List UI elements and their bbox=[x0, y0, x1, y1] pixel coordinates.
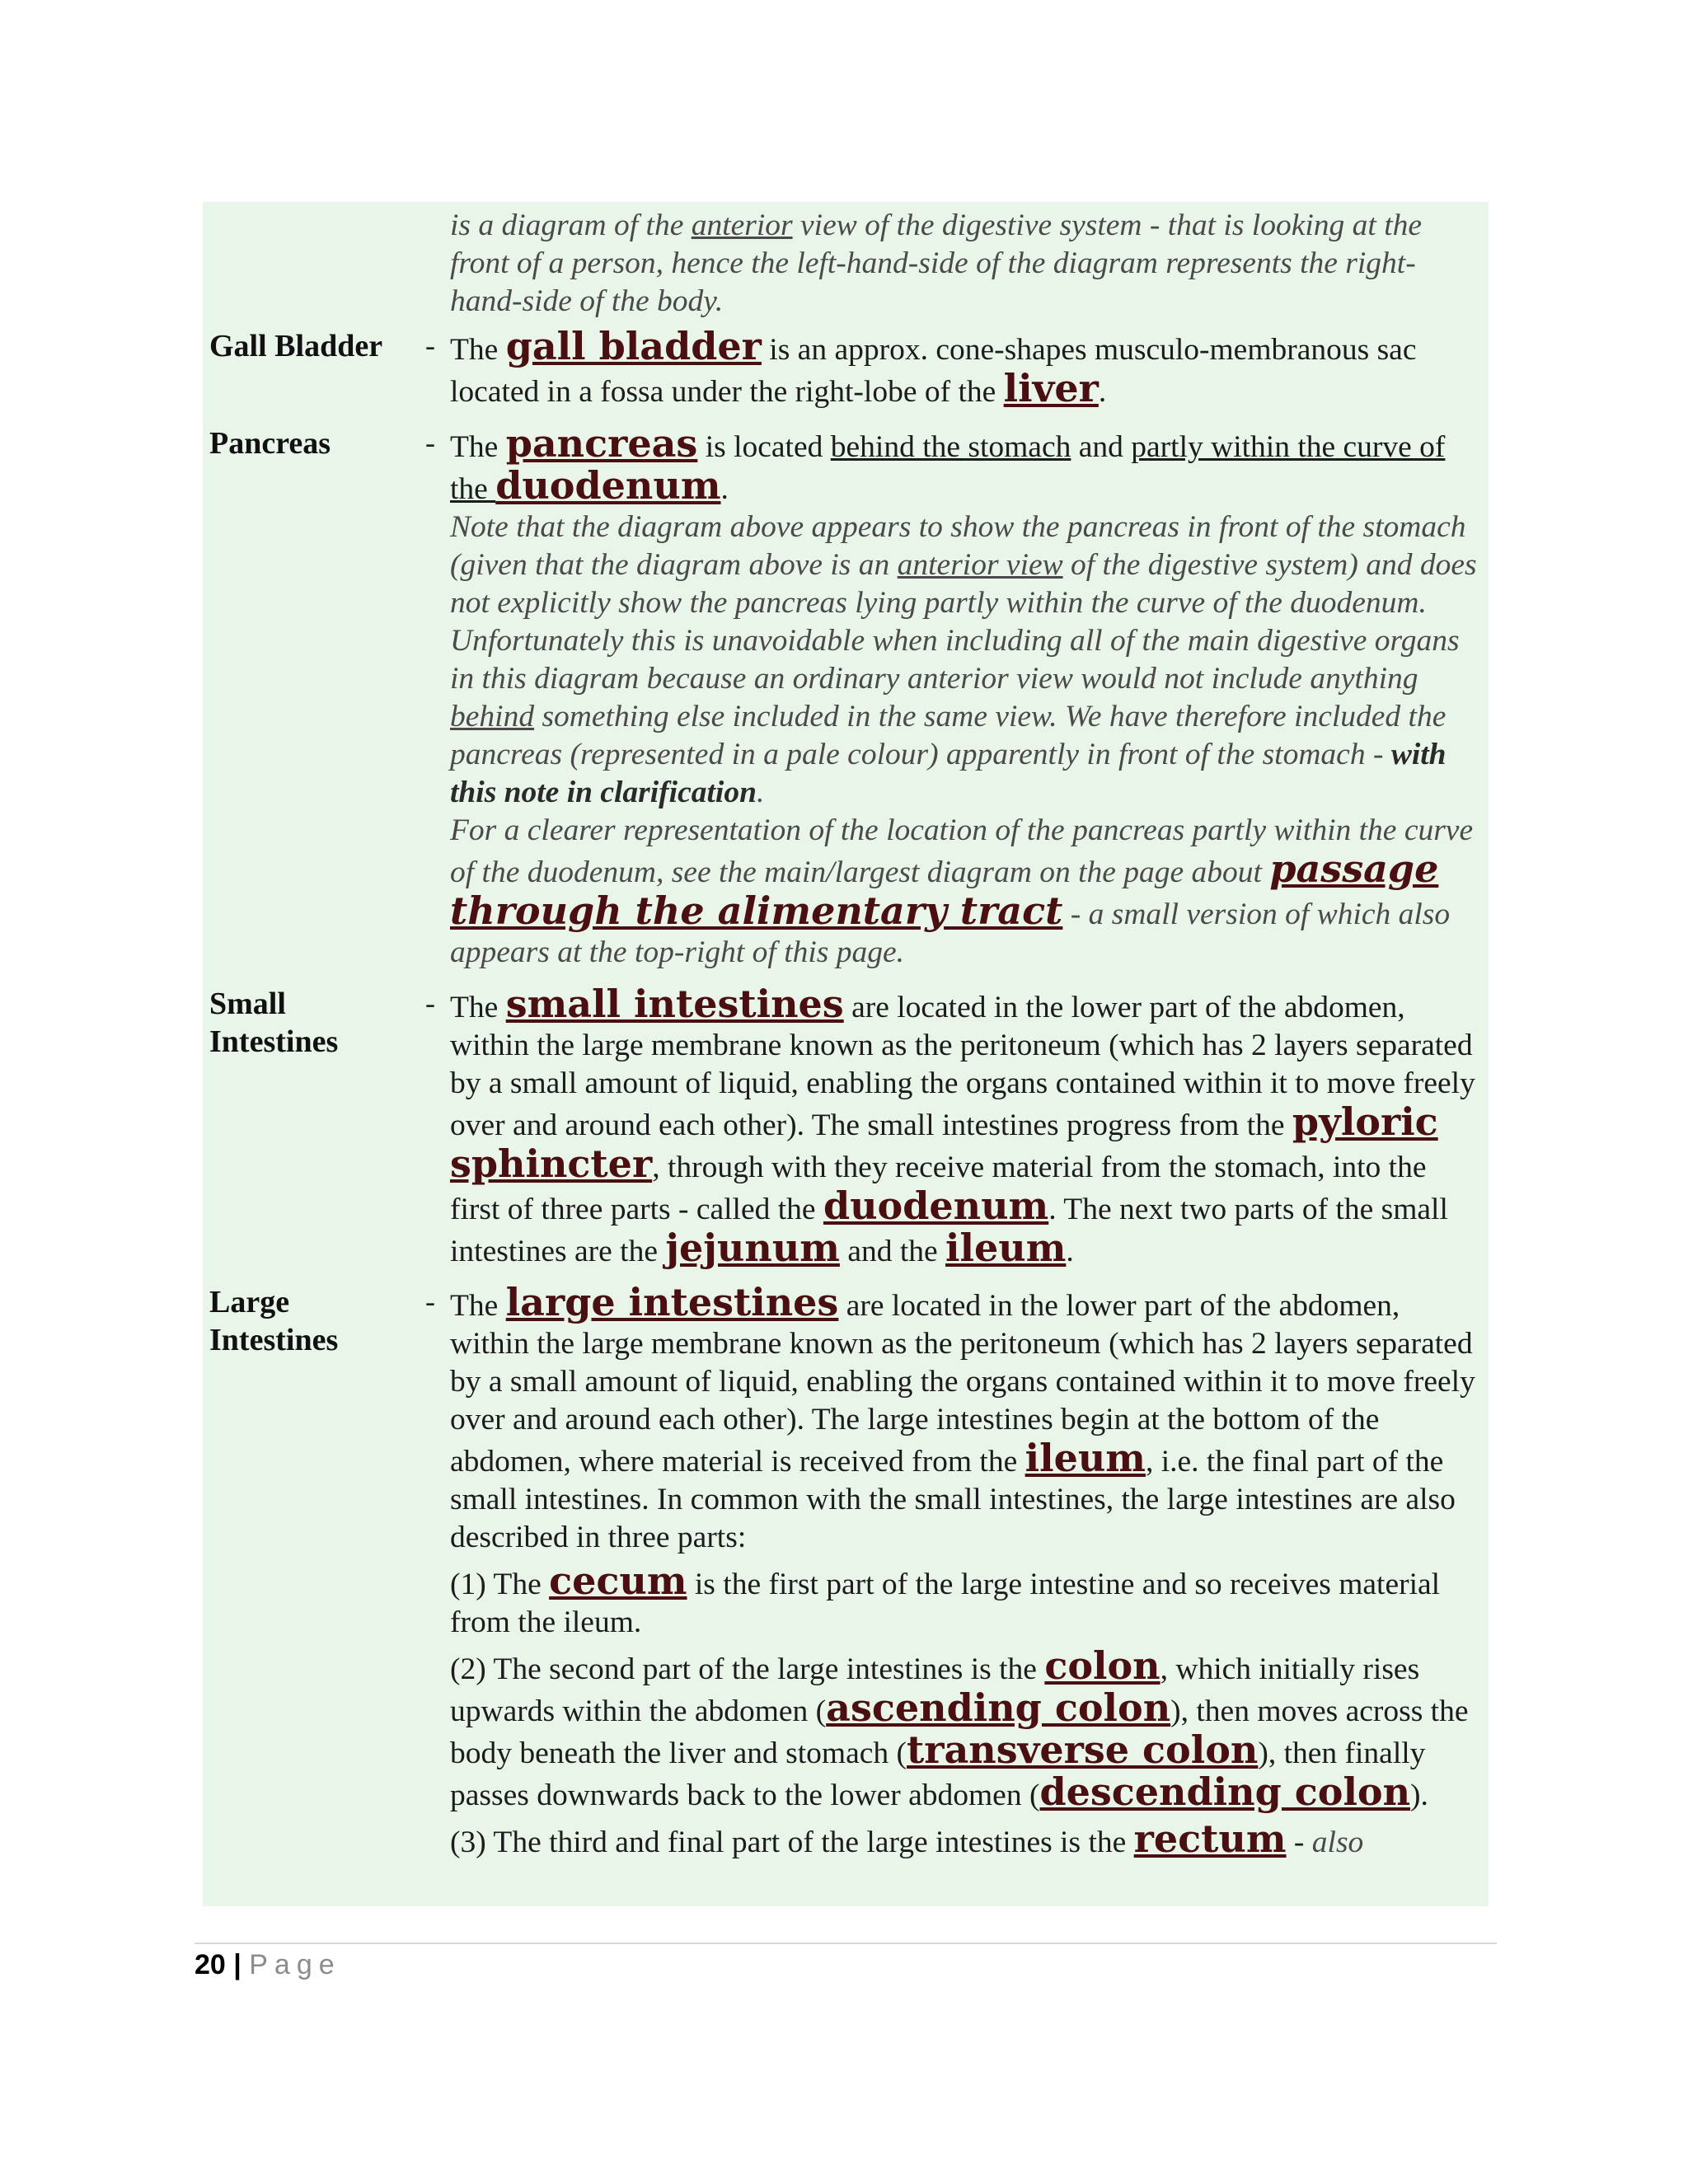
underlined-behind-the-stomach: behind the stomach bbox=[830, 430, 1071, 464]
pancreas-note bbox=[450, 509, 1480, 812]
dash: - bbox=[425, 426, 435, 459]
text: (2) The second part of the large intestines is the bbox=[450, 1652, 1045, 1686]
link-ascending-colon[interactable]: ascending colon bbox=[826, 1685, 1171, 1730]
link-colon[interactable]: colon bbox=[1044, 1643, 1160, 1688]
note-text: . bbox=[756, 776, 765, 809]
text: and the bbox=[839, 1235, 946, 1268]
dash: - bbox=[425, 329, 435, 362]
text: . bbox=[1098, 375, 1107, 409]
page-footer bbox=[195, 1947, 341, 1983]
text: is the first part of the large intestine and so receives material from the ileum. bbox=[450, 1568, 1441, 1639]
link-pyloric-sphincter[interactable]: pyloric sphincter bbox=[450, 1099, 1438, 1186]
part-1-cecum bbox=[450, 1558, 1480, 1642]
intro-text-2: view of the digestive system - that is looking at the front of a person, hence the left-hand-side of the diagram represents the right-hand-side of the body. bbox=[450, 209, 1423, 318]
term-small-intestines: Small Intestines bbox=[209, 987, 339, 1059]
link-passage-through-alimentary-tract[interactable]: passage through the alimentary tract bbox=[450, 846, 1439, 933]
small-intestines-desc bbox=[450, 982, 1480, 1271]
link-cecum[interactable]: cecum bbox=[549, 1558, 687, 1603]
note-text: something else included in the same view. We have therefore included the pancreas (represented in a pale colour) apparently in front of the stomach - bbox=[450, 700, 1447, 771]
footer-separator: | bbox=[233, 1949, 241, 1980]
page-label: Page bbox=[249, 1949, 341, 1980]
link-descending-colon[interactable]: descending colon bbox=[1039, 1769, 1411, 1814]
note-text: of the digestive system) and does not explicitly show the pancreas lying partly within the curve of the duodenum. Unfortunately this is unavoidable when including all of the main digestive organs in this diagram because an ordinary anterior view would not include anything bbox=[450, 548, 1477, 696]
text: , i.e. the final part of the small intestines. In common with the small intestines, the large intestines are also described in three parts: bbox=[450, 1445, 1456, 1554]
intro-underlined-anterior: anterior bbox=[691, 209, 793, 242]
text: . bbox=[720, 472, 729, 506]
link-ileum[interactable]: ileum bbox=[1025, 1436, 1146, 1480]
underlined-behind: behind bbox=[450, 700, 535, 733]
text: is located bbox=[697, 430, 831, 464]
underlined-anterior-view: anterior view bbox=[897, 548, 1063, 582]
intro-text-1: is a diagram of the bbox=[450, 209, 692, 242]
link-duodenum[interactable]: duodenum bbox=[823, 1183, 1049, 1228]
link-pancreas[interactable]: pancreas bbox=[505, 421, 698, 466]
intro-text bbox=[450, 207, 1480, 321]
part-2-colon bbox=[450, 1643, 1480, 1815]
text: (3) The third and final part of the large intestines is the bbox=[450, 1825, 1134, 1859]
term-gall-bladder: Gall Bladder bbox=[209, 329, 383, 363]
text: . The next two parts of the small intestines are the bbox=[450, 1193, 1448, 1268]
part-3-rectum bbox=[450, 1816, 1480, 1862]
text: - bbox=[1286, 1825, 1312, 1859]
text: ), then finally passes downwards back to the lower abdomen ( bbox=[450, 1736, 1426, 1812]
note-text: Note that the diagram above appears to show the pancreas in front of the stomach (given that the diagram above is an bbox=[450, 510, 1466, 582]
page-number: 20 bbox=[195, 1949, 226, 1980]
pancreas-desc bbox=[450, 421, 1480, 972]
content-panel bbox=[203, 202, 1489, 1906]
text: are located in the lower part of the abdomen, within the large membrane known as the peritoneum (which has 2 layers separated by a small amount of liquid, enabling the organs contained within it to move freely over and around each other). The small intestines progress from the bbox=[450, 991, 1475, 1142]
text: The bbox=[450, 430, 506, 464]
text: is an approx. cone-shapes musculo-membranous sac located in a fossa under the right-lobe of the bbox=[450, 333, 1417, 409]
text: . bbox=[1066, 1235, 1074, 1268]
text: ), then moves across the body beneath the liver and stomach ( bbox=[450, 1694, 1469, 1770]
large-intestines-desc bbox=[450, 1280, 1480, 1862]
link-large-intestines[interactable]: large intestines bbox=[505, 1280, 839, 1324]
bold-clarification: with this note in clarification bbox=[450, 738, 1447, 809]
text: The bbox=[450, 333, 506, 367]
text: , which initially rises upwards within the abdomen ( bbox=[450, 1652, 1420, 1728]
term-pancreas: Pancreas bbox=[209, 426, 331, 461]
link-ileum[interactable]: ileum bbox=[945, 1226, 1067, 1270]
text: (1) The bbox=[450, 1568, 550, 1601]
text: are located in the lower part of the abdomen, within the large membrane known as the peritoneum (which has 2 layers separated by a small amount of liquid, enabling the organs contained within it to move freely over and around each other). The large intestines begin at the bottom of the abdomen, where material is received from the bbox=[450, 1289, 1475, 1479]
link-small-intestines[interactable]: small intestines bbox=[505, 982, 844, 1026]
text: ). bbox=[1410, 1779, 1428, 1812]
link-gall-bladder[interactable]: gall bladder bbox=[505, 324, 762, 368]
term-large-intestines: Large Intestines bbox=[209, 1285, 339, 1357]
note-text: For a clearer representation of the location of the pancreas partly within the curve of the duodenum, see the main/largest diagram on the page about bbox=[450, 813, 1474, 889]
link-jejunum[interactable]: jejunum bbox=[665, 1226, 840, 1270]
text: The bbox=[450, 1289, 506, 1323]
link-rectum[interactable]: rectum bbox=[1133, 1816, 1287, 1861]
italic-also: also bbox=[1311, 1825, 1364, 1859]
dash: - bbox=[425, 987, 435, 1019]
link-duodenum[interactable]: duodenum bbox=[495, 463, 721, 508]
text: , through with they receive material from the stomach, into the first of three parts - called the bbox=[450, 1151, 1427, 1226]
dash: - bbox=[425, 1285, 435, 1318]
gall-bladder-desc bbox=[450, 324, 1480, 411]
text: and bbox=[1071, 430, 1132, 464]
note-text: - a small version of which also appears at the top-right of this page. bbox=[450, 898, 1451, 969]
pancreas-note-2 bbox=[450, 812, 1480, 972]
link-transverse-colon[interactable]: transverse colon bbox=[907, 1727, 1259, 1772]
link-liver[interactable]: liver bbox=[1003, 366, 1099, 410]
text: The bbox=[450, 991, 506, 1024]
underlined-partly-within-curve: partly within the curve of the bbox=[450, 430, 1446, 506]
footer-divider bbox=[195, 1943, 1497, 1944]
